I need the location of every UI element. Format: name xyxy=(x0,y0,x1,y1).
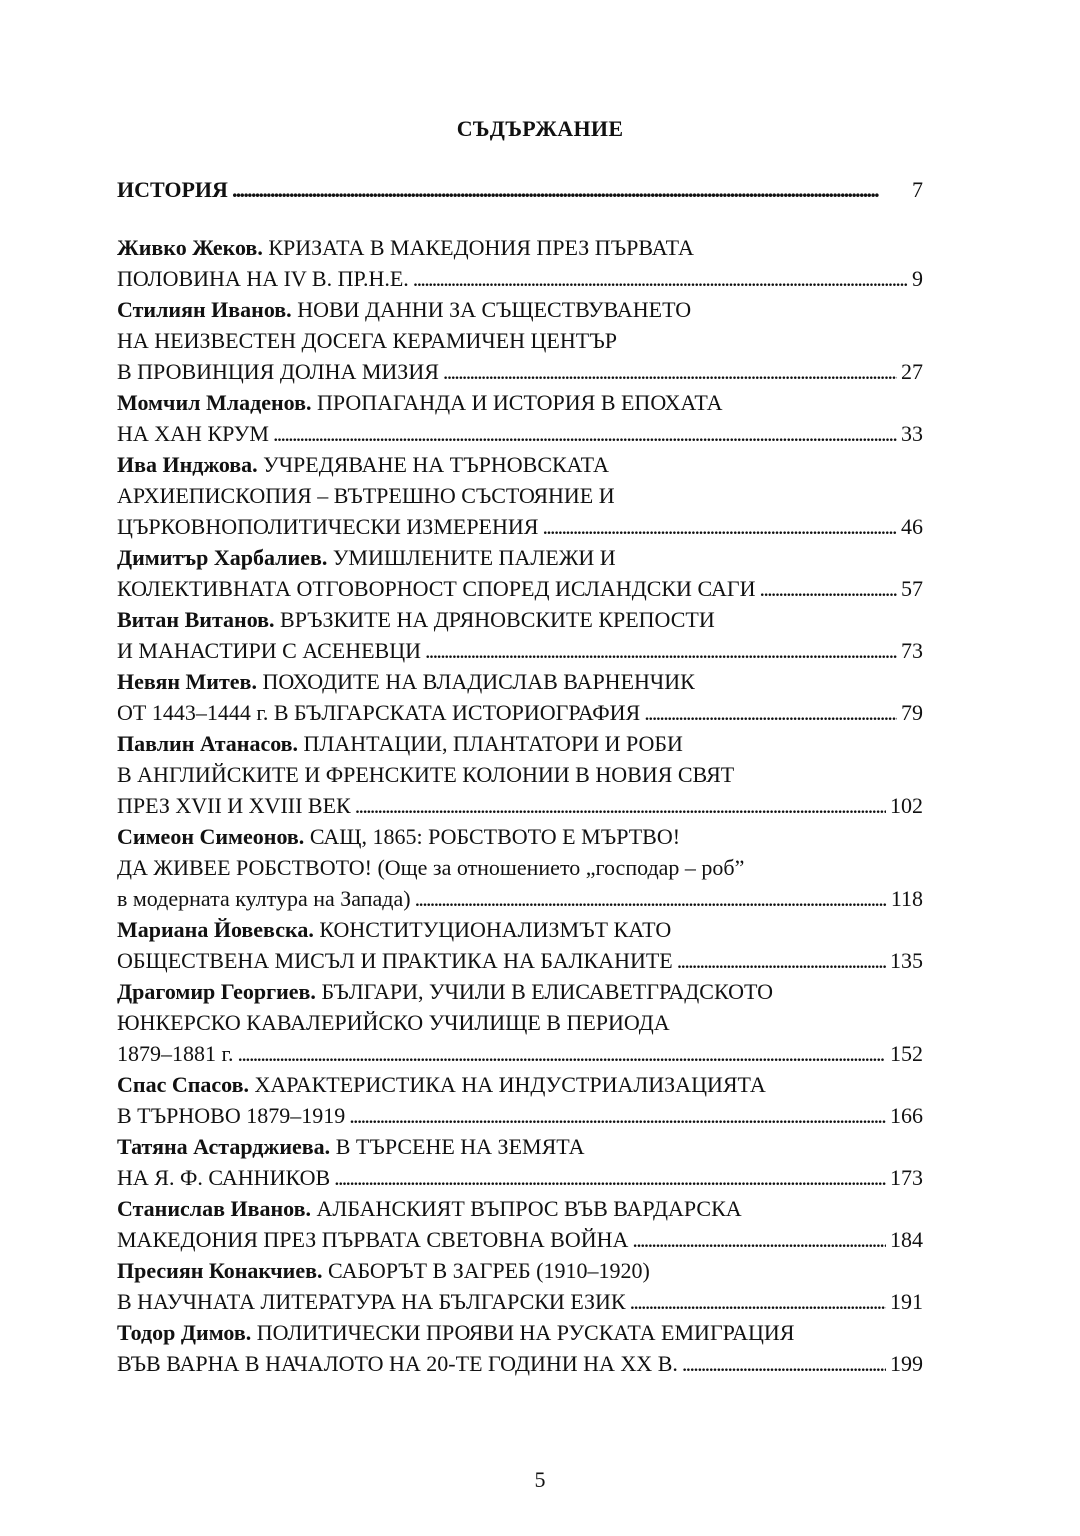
toc-entry-title-line: в модерната култура на Запада) xyxy=(117,886,411,911)
dot-leader xyxy=(238,1038,886,1069)
dot-leader xyxy=(349,1100,886,1131)
toc-entry-author: Витан Витанов. xyxy=(117,607,275,632)
toc-entry-text xyxy=(117,1162,330,1193)
toc-entry-line xyxy=(117,759,923,790)
toc-entry-author: Станислав Иванов. xyxy=(117,1196,312,1221)
toc-entry-title-line: ПОЛОВИНА НА IV В. ПР.Н.Е. xyxy=(117,266,409,291)
toc-entry-text xyxy=(117,1038,234,1069)
dot-leader xyxy=(644,697,897,728)
toc-entry-text xyxy=(117,1258,650,1283)
dot-leader xyxy=(232,174,908,205)
toc-entry-line xyxy=(117,604,923,635)
toc-entry[interactable] xyxy=(117,294,923,387)
dot-leader xyxy=(425,635,897,666)
toc-entry-title-line: АЛБАНСКИЯТ ВЪПРОС ВЪВ ВАРДАРСКА xyxy=(316,1196,742,1221)
toc-entry-title-line: МАКЕДОНИЯ ПРЕЗ ПЪРВАТА СВЕТОВНА ВОЙНА xyxy=(117,1227,629,1252)
toc-entry-line xyxy=(117,1131,923,1162)
toc-entry-title-line: НА НЕИЗВЕСТЕН ДОСЕГА КЕРАМИЧЕН ЦЕНТЪР xyxy=(117,328,617,353)
toc-entry-page-number: 46 xyxy=(901,514,923,539)
toc-entry[interactable] xyxy=(117,604,923,666)
toc-entry-author: Невян Митев. xyxy=(117,669,257,694)
toc-entry-line xyxy=(117,976,923,1007)
toc-entry-title-line: И МАНАСТИРИ С АСЕНЕВЦИ xyxy=(117,638,421,663)
toc-entry-author: Димитър Харбалиев. xyxy=(117,545,328,570)
toc-entry-line xyxy=(117,666,923,697)
toc-entry-title-line: ЮНКЕРСКО КАВАЛЕРИЙСКО УЧИЛИЩЕ В ПЕРИОДА xyxy=(117,1010,670,1035)
toc-entry-text xyxy=(117,1100,345,1131)
toc-entry-page-number: 118 xyxy=(890,886,923,911)
toc-entry-line xyxy=(117,1100,923,1131)
toc-entry-text xyxy=(117,452,609,477)
section-page-number: 7 xyxy=(912,177,923,202)
toc-entry-text xyxy=(117,483,615,508)
toc-entry[interactable] xyxy=(117,387,923,449)
toc-entry-line xyxy=(117,914,923,945)
toc-entry-page-number: 191 xyxy=(890,1289,923,1314)
dot-leader xyxy=(443,356,897,387)
toc-entry-line xyxy=(117,1255,923,1286)
toc-entry-title-line: 1879–1881 г. xyxy=(117,1041,234,1066)
toc-entry-page-number: 199 xyxy=(890,1351,923,1376)
dot-leader xyxy=(355,790,886,821)
toc-entry-title-line: НА ХАН КРУМ xyxy=(117,421,269,446)
toc-entry-page-number: 184 xyxy=(890,1227,923,1252)
toc-entry[interactable] xyxy=(117,1255,923,1317)
toc-entry-author: Мариана Йовевска. xyxy=(117,917,314,942)
toc-entry-text xyxy=(117,917,671,942)
toc-entry-page-number: 27 xyxy=(901,359,923,384)
toc-entry-line xyxy=(117,356,923,387)
page-title: СЪДЪРЖАНИЕ xyxy=(456,116,624,141)
toc-entry[interactable] xyxy=(117,821,923,914)
toc-entry-title-line: В ТЪРНОВО 1879–1919 xyxy=(117,1103,346,1128)
toc-entry-line xyxy=(117,325,923,356)
toc-entry-title-line: В НАУЧНАТА ЛИТЕРАТУРА НА БЪЛГАРСКИ ЕЗИК xyxy=(117,1289,626,1314)
toc-entry[interactable] xyxy=(117,976,923,1069)
toc-section-history[interactable] xyxy=(117,174,923,205)
toc-entry-page-number: 57 xyxy=(901,576,923,601)
toc-entry-line xyxy=(117,790,923,821)
toc-entry-text xyxy=(117,1320,794,1345)
toc-entry-line xyxy=(117,1348,923,1379)
toc-entry-text xyxy=(117,545,616,570)
toc-entry-page-number: 166 xyxy=(890,1103,923,1128)
toc-entry-author: Симеон Симеонов. xyxy=(117,824,305,849)
toc-entry[interactable] xyxy=(117,542,923,604)
toc-entry-line xyxy=(117,883,923,914)
toc-entry-title-line: ПРОПАГАНДА И ИСТОРИЯ В ЕПОХАТА xyxy=(316,390,723,415)
toc-entry-author: Татяна Астарджиева. xyxy=(117,1134,331,1159)
toc-entry-line xyxy=(117,945,923,976)
toc-entry-title-line: ПРЕЗ XVII И XVIII ВЕК xyxy=(117,793,351,818)
section-label: ИСТОРИЯ xyxy=(117,177,228,202)
dot-leader xyxy=(630,1286,886,1317)
toc-entry-author: Пресиян Конакчиев. xyxy=(117,1258,323,1283)
toc-entry-text xyxy=(117,669,695,694)
toc-entry-text xyxy=(117,573,756,604)
toc-entry-title-line: ПОЛИТИЧЕСКИ ПРОЯВИ НА РУСКАТА ЕМИГРАЦИЯ xyxy=(256,1320,795,1345)
toc-entry[interactable] xyxy=(117,666,923,728)
toc-entry[interactable] xyxy=(117,1317,923,1379)
toc-entry-title-line: УМИШЛЕНИТЕ ПАЛЕЖИ И xyxy=(332,545,616,570)
toc-entry-line xyxy=(117,1193,923,1224)
toc-entry-page-number: 73 xyxy=(901,638,923,663)
toc-entry-text xyxy=(117,883,411,914)
toc-entry-line xyxy=(117,697,923,728)
toc-entry-author: Тодор Димов. xyxy=(117,1320,252,1345)
toc-entry-text xyxy=(117,824,680,849)
toc-entry-author: Спас Спасов. xyxy=(117,1072,249,1097)
toc-entry-line xyxy=(117,1317,923,1348)
toc-entry-text xyxy=(117,697,640,728)
toc-entry-line xyxy=(117,263,923,294)
toc-entry-line xyxy=(117,1069,923,1100)
toc-entry-author: Живко Жеков. xyxy=(117,235,263,260)
toc-entry-title-line: БЪЛГАРИ, УЧИЛИ В ЕЛИСАВЕТГРАДСКОТО xyxy=(321,979,773,1004)
toc-entry-title-line: ПЛАНТАЦИИ, ПЛАНТАТОРИ И РОБИ xyxy=(303,731,683,756)
toc-entry-text xyxy=(117,945,673,976)
dot-leader xyxy=(760,573,897,604)
toc-entry[interactable] xyxy=(117,232,923,294)
toc-entry-line xyxy=(117,852,923,883)
toc-entry-line xyxy=(117,1224,923,1255)
page-number: 5 xyxy=(534,1467,546,1492)
toc-entry-line xyxy=(117,542,923,573)
toc-entry-line xyxy=(117,1162,923,1193)
toc-entry[interactable] xyxy=(117,914,923,976)
toc-entry-title-line: КОНСТИТУЦИОНАЛИЗМЪТ КАТО xyxy=(319,917,672,942)
toc-entry-title-line: ВЪВ ВАРНА В НАЧАЛОТО НА 20-ТЕ ГОДИНИ НА XX В. xyxy=(117,1351,678,1376)
toc-entry-text xyxy=(117,731,683,756)
toc-entry-line xyxy=(117,1038,923,1069)
toc-entry-line xyxy=(117,511,923,542)
toc-entry-text xyxy=(117,511,538,542)
toc-entry-title-line: КРИЗАТА В МАКЕДОНИЯ ПРЕЗ ПЪРВАТА xyxy=(268,235,694,260)
dot-leader xyxy=(542,511,897,542)
toc-entry-author: Ива Инджова. xyxy=(117,452,258,477)
toc-entry-line xyxy=(117,1286,923,1317)
toc-entry-title-line: САЩ, 1865: РОБСТВОТО Е МЪРТВО! xyxy=(309,824,681,849)
toc-entry[interactable] xyxy=(117,449,923,542)
dot-leader xyxy=(682,1348,886,1379)
toc-entry-page-number: 173 xyxy=(890,1165,923,1190)
toc-entry-title-line: НА Я. Ф. САННИКОВ xyxy=(117,1165,331,1190)
toc-entry-title-line: АРХИЕПИСКОПИЯ – ВЪТРЕШНО СЪСТОЯНИЕ И xyxy=(117,483,615,508)
toc-entry-author: Стилиян Иванов. xyxy=(117,297,292,322)
toc-entry-title-line: НОВИ ДАННИ ЗА СЪЩЕСТВУВАНЕТО xyxy=(297,297,692,322)
toc-entry-text xyxy=(117,607,715,632)
toc-entry[interactable] xyxy=(117,1193,923,1255)
toc-entry-text xyxy=(117,979,773,1004)
toc-entry-line xyxy=(117,728,923,759)
toc-entry-text xyxy=(117,762,734,787)
toc-entry-author: Драгомир Георгиев. xyxy=(117,979,316,1004)
toc-entry-line xyxy=(117,418,923,449)
toc-entry-text xyxy=(117,235,694,260)
toc-entry-text xyxy=(117,356,439,387)
toc-entry-text xyxy=(117,418,269,449)
toc-entry-text xyxy=(117,855,744,880)
dot-leader xyxy=(677,945,886,976)
toc-entry-line xyxy=(117,635,923,666)
toc-entry-text xyxy=(117,263,409,294)
toc-entry[interactable] xyxy=(117,1131,923,1193)
toc-entry-text xyxy=(117,390,723,415)
toc-entry-title-line: УЧРЕДЯВАНЕ НА ТЪРНОВСКАТА xyxy=(263,452,609,477)
toc-entry-text xyxy=(117,635,421,666)
toc-entry-line xyxy=(117,387,923,418)
toc-entry-line xyxy=(117,449,923,480)
toc-entry-line xyxy=(117,294,923,325)
toc-entry-text xyxy=(117,1134,584,1159)
dot-leader xyxy=(273,418,897,449)
toc-entry-line xyxy=(117,480,923,511)
toc-entry[interactable] xyxy=(117,1069,923,1131)
toc-entry-title-line: В ТЪРСЕНЕ НА ЗЕМЯТА xyxy=(335,1134,585,1159)
toc-entry-title-line: ОТ 1443–1444 г. В БЪЛГАРСКАТА ИСТОРИОГРАФИЯ xyxy=(117,700,641,725)
toc-entry-text xyxy=(117,1348,678,1379)
toc-entry-title-line: ОБЩЕСТВЕНА МИСЪЛ И ПРАКТИКА НА БАЛКАНИТЕ xyxy=(117,948,673,973)
toc-entry-text xyxy=(117,1224,628,1255)
toc-entry-title-line: ДА ЖИВЕЕ РОБСТВОТО! (Още за отношението „господар – роб” xyxy=(117,855,745,880)
toc-entry-text xyxy=(117,1072,766,1097)
toc-entry-title-line: В ПРОВИНЦИЯ ДОЛНА МИЗИЯ xyxy=(117,359,439,384)
toc-entry[interactable] xyxy=(117,728,923,821)
table-of-contents xyxy=(117,232,923,1379)
toc-entry-text xyxy=(117,1010,670,1035)
toc-entry-page-number: 33 xyxy=(901,421,923,446)
toc-entry-page-number: 152 xyxy=(890,1041,923,1066)
toc-entry-page-number: 102 xyxy=(890,793,923,818)
toc-entry-page-number: 135 xyxy=(890,948,923,973)
toc-entry-line xyxy=(117,573,923,604)
toc-entry-line xyxy=(117,1007,923,1038)
toc-entry-text xyxy=(117,790,351,821)
dot-leader xyxy=(334,1162,886,1193)
toc-entry-text xyxy=(117,1196,742,1221)
toc-entry-title-line: ЦЪРКОВНОПОЛИТИЧЕСКИ ИЗМЕРЕНИЯ xyxy=(117,514,539,539)
toc-entry-text xyxy=(117,1286,626,1317)
toc-entry-page-number: 9 xyxy=(912,266,923,291)
toc-entry-page-number: 79 xyxy=(901,700,923,725)
toc-entry-text xyxy=(117,297,691,322)
toc-entry-title-line: ВРЪЗКИТЕ НА ДРЯНОВСКИТЕ КРЕПОСТИ xyxy=(280,607,715,632)
toc-entry-title-line: КОЛЕКТИВНАТА ОТГОВОРНОСТ СПОРЕД ИСЛАНДСКИ САГИ xyxy=(117,576,756,601)
toc-entry-author: Павлин Атанасов. xyxy=(117,731,299,756)
toc-entry-title-line: ПОХОДИТЕ НА ВЛАДИСЛАВ ВАРНЕНЧИК xyxy=(262,669,695,694)
toc-entry-title-line: В АНГЛИЙСКИТЕ И ФРЕНСКИТЕ КОЛОНИИ В НОВИЯ СВЯТ xyxy=(117,762,735,787)
toc-entry-line xyxy=(117,232,923,263)
toc-entry-title-line: ХАРАКТЕРИСТИКА НА ИНДУСТРИАЛИЗАЦИЯТА xyxy=(254,1072,766,1097)
dot-leader xyxy=(415,883,887,914)
toc-entry-line xyxy=(117,821,923,852)
dot-leader xyxy=(413,263,908,294)
dot-leader xyxy=(632,1224,886,1255)
toc-entry-text xyxy=(117,328,617,353)
toc-entry-author: Момчил Младенов. xyxy=(117,390,312,415)
toc-entry-title-line: САБОРЪТ В ЗАГРЕБ (1910–1920) xyxy=(327,1258,650,1283)
